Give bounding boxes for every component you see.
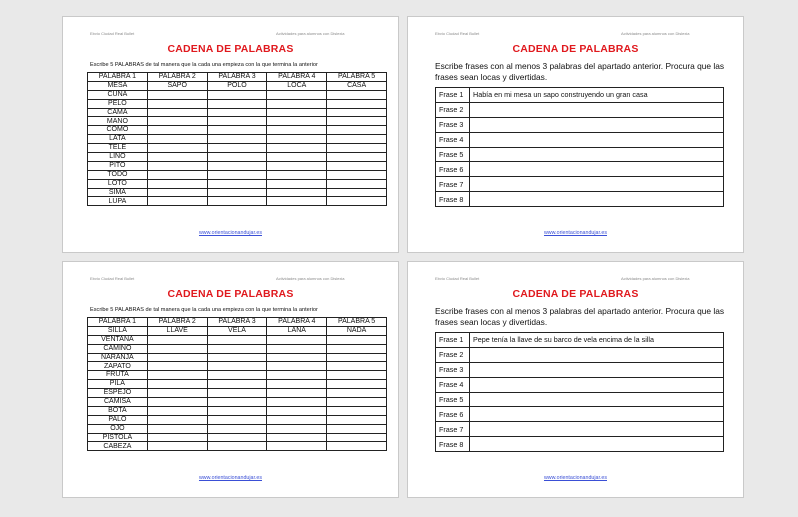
word-cell[interactable] [327, 371, 387, 380]
page-header-left: Ebvio Ciudad Real Bullet [435, 31, 480, 36]
sentence-cell[interactable] [470, 132, 724, 147]
word-cell[interactable] [327, 99, 387, 108]
table-row [88, 362, 387, 371]
word-cell[interactable]: VELA [207, 326, 267, 335]
table-row [436, 147, 724, 162]
table-row [88, 99, 387, 108]
table-row [436, 117, 724, 132]
word-cell[interactable] [147, 353, 207, 362]
column-header: PALABRA 3 [207, 318, 267, 327]
word-cell[interactable] [207, 117, 267, 126]
word-cell: PALO [88, 415, 148, 424]
word-cell[interactable] [327, 353, 387, 362]
page-header-right: Actividades para alumnos con Dislexia [276, 276, 345, 281]
sentence-cell[interactable]: Había en mi mesa un sapo construyendo un gran casa [470, 88, 724, 103]
word-cell: LUPA [88, 197, 148, 206]
word-cell[interactable] [267, 335, 327, 344]
sentence-label: Frase 8 [436, 192, 470, 207]
table-row [436, 333, 724, 348]
column-header: PALABRA 1 [88, 318, 148, 327]
word-chain-body [88, 73, 387, 206]
sentence-label: Frase 7 [436, 177, 470, 192]
sentence-label: Frase 6 [436, 407, 470, 422]
word-cell[interactable] [207, 424, 267, 433]
word-cell[interactable] [147, 126, 207, 135]
sentence-label: Frase 1 [436, 333, 470, 348]
column-header: PALABRA 2 [147, 318, 207, 327]
word-cell[interactable] [267, 197, 327, 206]
table-row [436, 437, 724, 452]
sentences-body [436, 88, 724, 207]
word-cell[interactable] [147, 179, 207, 188]
word-cell[interactable] [147, 433, 207, 442]
sentence-cell[interactable] [470, 192, 724, 207]
sentence-label: Frase 2 [436, 347, 470, 362]
page-title: CADENA DE PALABRAS [167, 43, 294, 55]
word-cell[interactable] [147, 117, 207, 126]
table-row [88, 424, 387, 433]
word-cell: MANO [88, 117, 148, 126]
word-cell[interactable] [327, 108, 387, 117]
sentence-cell[interactable]: Pepe tenía la llave de su barco de vela encima de la silla [470, 333, 724, 348]
word-cell[interactable] [327, 380, 387, 389]
word-cell[interactable]: POLO [207, 81, 267, 90]
table-row [436, 407, 724, 422]
word-chain-body [88, 318, 387, 451]
word-cell[interactable] [207, 335, 267, 344]
column-header: PALABRA 5 [327, 318, 387, 327]
word-cell[interactable] [147, 424, 207, 433]
word-cell[interactable] [267, 442, 327, 451]
sentence-label: Frase 1 [436, 88, 470, 103]
word-cell[interactable] [207, 170, 267, 179]
word-cell[interactable] [207, 153, 267, 162]
page-header-right: Actividades para alumnos con Dislexia [276, 31, 345, 36]
word-cell[interactable] [147, 344, 207, 353]
sentence-cell[interactable] [470, 177, 724, 192]
table-row [88, 442, 387, 451]
word-cell[interactable] [267, 389, 327, 398]
word-cell[interactable] [327, 153, 387, 162]
word-cell: NARANJA [88, 353, 148, 362]
word-cell[interactable] [327, 398, 387, 407]
column-header: PALABRA 3 [207, 73, 267, 82]
word-cell[interactable] [327, 144, 387, 153]
word-cell[interactable] [327, 179, 387, 188]
word-cell[interactable] [207, 90, 267, 99]
instruction-text: Escribe frases con al menos 3 palabras del apartado anterior. Procura que las frases sean locas y divertidas. [435, 306, 725, 327]
table-row [436, 132, 724, 147]
word-cell[interactable] [147, 170, 207, 179]
sentence-cell[interactable] [470, 362, 724, 377]
table-row [436, 392, 724, 407]
table-row [88, 389, 387, 398]
word-cell[interactable] [147, 406, 207, 415]
word-cell[interactable] [207, 371, 267, 380]
word-cell[interactable]: NADA [327, 326, 387, 335]
page-header-left: Ebvio Ciudad Real Bullet [435, 276, 480, 281]
table-row [88, 144, 387, 153]
word-cell: FRUTA [88, 371, 148, 380]
table-row [88, 135, 387, 144]
sentence-label: Frase 3 [436, 362, 470, 377]
sentences-body [436, 333, 724, 452]
word-cell[interactable] [327, 442, 387, 451]
word-cell[interactable] [147, 188, 207, 197]
word-cell[interactable] [207, 389, 267, 398]
table-header-row [88, 318, 387, 327]
word-cell[interactable] [267, 353, 327, 362]
word-cell[interactable] [327, 161, 387, 170]
word-cell[interactable] [207, 353, 267, 362]
word-chain-table [87, 72, 387, 206]
word-cell[interactable] [267, 179, 327, 188]
word-cell[interactable] [147, 135, 207, 144]
table-row [88, 153, 387, 162]
word-cell: CUNA [88, 90, 148, 99]
word-cell[interactable] [147, 90, 207, 99]
table-row [436, 88, 724, 103]
word-cell[interactable] [267, 344, 327, 353]
table-row [88, 90, 387, 99]
word-cell[interactable] [267, 371, 327, 380]
sentence-label: Frase 8 [436, 437, 470, 452]
sentence-cell[interactable] [470, 392, 724, 407]
table-row [88, 371, 387, 380]
word-cell[interactable]: LOCA [267, 81, 327, 90]
word-chain-table [87, 317, 387, 451]
word-cell[interactable] [267, 398, 327, 407]
word-cell[interactable] [327, 389, 387, 398]
word-cell: ESPEJO [88, 389, 148, 398]
sentence-cell[interactable] [470, 422, 724, 437]
page-title: CADENA DE PALABRAS [512, 288, 639, 300]
word-cell: VENTANA [88, 335, 148, 344]
word-cell[interactable] [327, 170, 387, 179]
word-cell[interactable] [207, 144, 267, 153]
word-cell[interactable] [207, 179, 267, 188]
word-cell[interactable] [267, 406, 327, 415]
table-row [88, 188, 387, 197]
word-cell[interactable] [147, 389, 207, 398]
sentence-cell[interactable] [470, 407, 724, 422]
table-row [436, 192, 724, 207]
table-row [88, 81, 387, 90]
word-cell[interactable] [267, 117, 327, 126]
word-cell: TODO [88, 170, 148, 179]
sentence-label: Frase 4 [436, 132, 470, 147]
sentence-label: Frase 5 [436, 392, 470, 407]
instruction-text: Escribe 5 PALABRAS de tal manera que la cada una empieza con la que termina la anterior [90, 307, 318, 313]
word-cell[interactable] [327, 344, 387, 353]
word-cell[interactable] [327, 415, 387, 424]
word-cell: SILLA [88, 326, 148, 335]
word-cell[interactable] [147, 415, 207, 424]
footer-link[interactable]: www.orientacionandujar.es [198, 230, 262, 236]
sentence-label: Frase 6 [436, 162, 470, 177]
word-cell[interactable] [147, 161, 207, 170]
word-cell[interactable] [267, 170, 327, 179]
word-cell[interactable] [207, 380, 267, 389]
word-cell: CAMA [88, 108, 148, 117]
word-cell[interactable] [207, 126, 267, 135]
word-cell[interactable]: CASA [327, 81, 387, 90]
table-row [436, 377, 724, 392]
sentence-cell[interactable] [470, 117, 724, 132]
table-row [88, 344, 387, 353]
word-cell[interactable] [147, 371, 207, 380]
word-cell: ZAPATO [88, 362, 148, 371]
word-cell[interactable] [147, 362, 207, 371]
word-cell[interactable] [267, 380, 327, 389]
word-cell: TELE [88, 144, 148, 153]
word-cell[interactable] [147, 153, 207, 162]
table-row [436, 347, 724, 362]
table-row [436, 422, 724, 437]
word-cell: PELO [88, 99, 148, 108]
word-cell: LATA [88, 135, 148, 144]
page-sentences-2 [407, 261, 744, 498]
page-title: CADENA DE PALABRAS [512, 43, 639, 55]
page-word-chain-1 [62, 16, 399, 253]
word-cell: PISTOLA [88, 433, 148, 442]
word-cell[interactable] [327, 433, 387, 442]
word-cell: CAMINO [88, 344, 148, 353]
table-row [88, 117, 387, 126]
word-cell[interactable] [327, 126, 387, 135]
word-cell[interactable] [327, 90, 387, 99]
word-cell[interactable] [267, 126, 327, 135]
sentence-cell[interactable] [470, 162, 724, 177]
word-cell[interactable] [207, 135, 267, 144]
word-cell[interactable] [207, 344, 267, 353]
table-row [88, 433, 387, 442]
table-row [88, 415, 387, 424]
instruction-text: Escribe frases con al menos 3 palabras del apartado anterior. Procura que las frases sean locas y divertidas. [435, 61, 725, 82]
table-row [88, 126, 387, 135]
table-row [88, 335, 387, 344]
table-header-row [88, 73, 387, 82]
word-cell[interactable]: SAPO [147, 81, 207, 90]
word-cell: LINO [88, 153, 148, 162]
table-row [88, 406, 387, 415]
page-word-chain-2 [62, 261, 399, 498]
table-row [436, 162, 724, 177]
table-row [436, 102, 724, 117]
instruction-text: Escribe 5 PALABRAS de tal manera que la cada una empieza con la que termina la anterior [90, 62, 318, 68]
sentence-cell[interactable] [470, 147, 724, 162]
word-cell: PITO [88, 161, 148, 170]
column-header: PALABRA 4 [267, 73, 327, 82]
word-cell[interactable] [267, 153, 327, 162]
word-cell[interactable] [267, 362, 327, 371]
column-header: PALABRA 5 [327, 73, 387, 82]
page-sentences-1 [407, 16, 744, 253]
sentence-label: Frase 7 [436, 422, 470, 437]
table-row [436, 362, 724, 377]
word-cell[interactable] [267, 424, 327, 433]
word-cell[interactable] [147, 335, 207, 344]
sentence-cell[interactable] [470, 437, 724, 452]
footer-link[interactable]: www.orientacionandujar.es [543, 230, 607, 236]
page-title: CADENA DE PALABRAS [167, 288, 294, 300]
word-cell[interactable] [147, 99, 207, 108]
table-row [88, 161, 387, 170]
word-cell[interactable] [267, 188, 327, 197]
page-header-left: Ebvio Ciudad Real Bullet [90, 31, 135, 36]
word-cell: COMO [88, 126, 148, 135]
word-cell: SIMA [88, 188, 148, 197]
sentence-label: Frase 5 [436, 147, 470, 162]
word-cell[interactable] [207, 161, 267, 170]
word-cell[interactable] [207, 197, 267, 206]
word-cell[interactable] [207, 442, 267, 451]
word-cell[interactable] [267, 415, 327, 424]
word-cell[interactable] [147, 380, 207, 389]
word-cell[interactable] [327, 406, 387, 415]
table-row [88, 380, 387, 389]
word-cell[interactable] [207, 433, 267, 442]
word-cell[interactable] [147, 442, 207, 451]
word-cell[interactable] [147, 108, 207, 117]
word-cell[interactable] [267, 108, 327, 117]
sentence-cell[interactable] [470, 347, 724, 362]
table-row [88, 326, 387, 335]
sentence-label: Frase 4 [436, 377, 470, 392]
word-cell[interactable] [207, 99, 267, 108]
table-row [436, 177, 724, 192]
word-cell[interactable] [327, 424, 387, 433]
sentences-table [435, 332, 724, 452]
page-header-right: Actividades para alumnos con Dislexia [621, 31, 690, 36]
table-row [88, 353, 387, 362]
word-cell: PILA [88, 380, 148, 389]
word-cell[interactable] [147, 398, 207, 407]
word-cell[interactable] [207, 415, 267, 424]
page-header-right: Actividades para alumnos con Dislexia [621, 276, 690, 281]
word-cell[interactable] [327, 117, 387, 126]
word-cell[interactable] [267, 90, 327, 99]
word-cell[interactable] [147, 144, 207, 153]
sentence-cell[interactable] [470, 102, 724, 117]
word-cell[interactable] [267, 433, 327, 442]
word-cell: CAMISA [88, 398, 148, 407]
word-cell[interactable] [267, 144, 327, 153]
word-cell[interactable] [147, 197, 207, 206]
footer-link[interactable]: www.orientacionandujar.es [198, 475, 262, 481]
sentence-label: Frase 2 [436, 102, 470, 117]
sentence-cell[interactable] [470, 377, 724, 392]
word-cell: LOTO [88, 179, 148, 188]
word-cell[interactable] [207, 188, 267, 197]
word-cell[interactable] [327, 362, 387, 371]
word-cell[interactable] [267, 161, 327, 170]
word-cell[interactable] [207, 108, 267, 117]
column-header: PALABRA 4 [267, 318, 327, 327]
word-cell: CABEZA [88, 442, 148, 451]
word-cell[interactable] [327, 188, 387, 197]
column-header: PALABRA 2 [147, 73, 207, 82]
sentences-table [435, 87, 724, 207]
table-row [88, 179, 387, 188]
word-cell: BOTA [88, 406, 148, 415]
page-header-left: Ebvio Ciudad Real Bullet [90, 276, 135, 281]
word-cell[interactable] [207, 398, 267, 407]
word-cell[interactable] [267, 99, 327, 108]
word-cell[interactable] [327, 135, 387, 144]
word-cell[interactable]: LLAVE [147, 326, 207, 335]
word-cell[interactable] [327, 335, 387, 344]
column-header: PALABRA 1 [88, 73, 148, 82]
footer-link[interactable]: www.orientacionandujar.es [543, 475, 607, 481]
sentence-label: Frase 3 [436, 117, 470, 132]
word-cell[interactable] [207, 406, 267, 415]
word-cell[interactable] [327, 197, 387, 206]
word-cell[interactable] [207, 362, 267, 371]
word-cell[interactable] [267, 135, 327, 144]
word-cell: MESA [88, 81, 148, 90]
word-cell: OJO [88, 424, 148, 433]
table-row [88, 197, 387, 206]
table-row [88, 398, 387, 407]
table-row [88, 108, 387, 117]
table-row [88, 170, 387, 179]
word-cell[interactable]: LANA [267, 326, 327, 335]
